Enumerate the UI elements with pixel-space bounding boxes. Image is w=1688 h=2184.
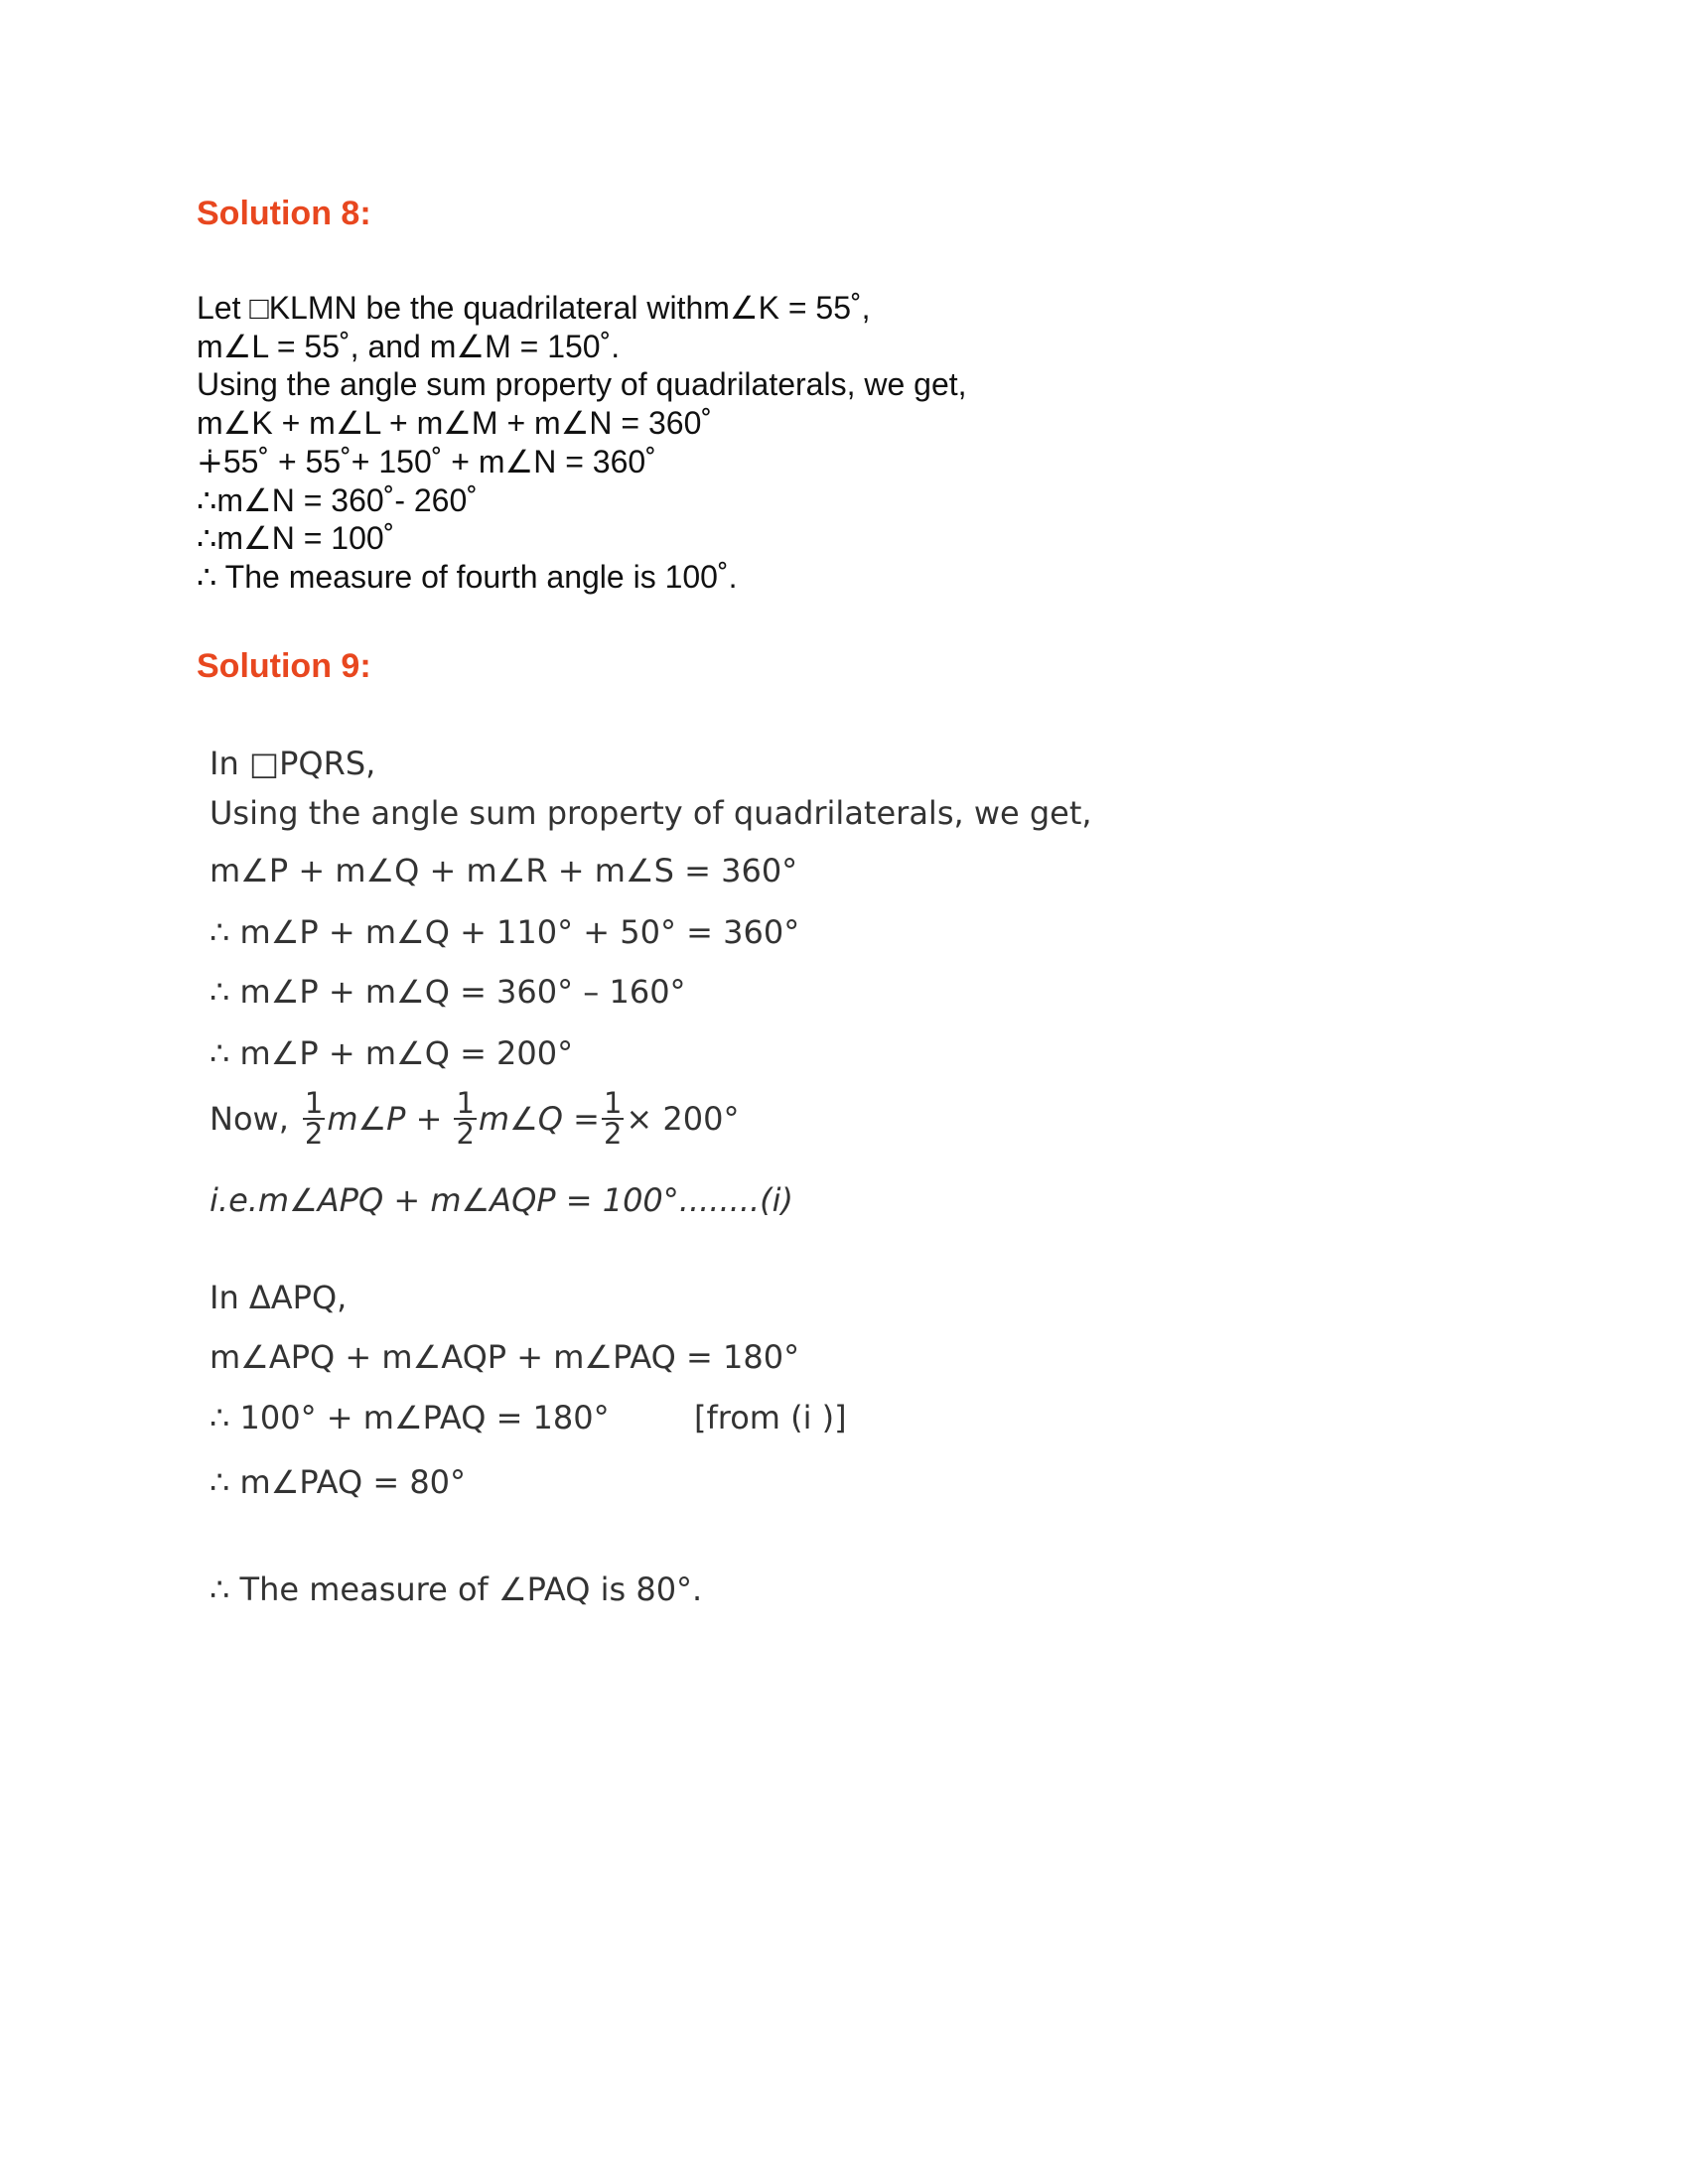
solution-8-line: ∔55˚ + 55˚+ 150˚ + m∠N = 360˚	[197, 443, 656, 479]
solution-8-line: m∠L = 55˚, and m∠M = 150˚.	[197, 328, 621, 364]
equation-line: ∴ 100° + m∠PAQ = 180°	[210, 1399, 610, 1436]
in-pqrs-line: In □PQRS,	[210, 745, 376, 782]
solution-8-line: Using the angle sum property of quadrilaterals, we get,	[197, 366, 967, 403]
solution-8-heading: Solution 8:	[197, 195, 371, 232]
solution-8-line: ∴m∠N = 100˚	[197, 520, 395, 557]
equation-line: ∴ m∠P + m∠Q = 200°	[210, 1034, 574, 1072]
solution-9-heading: Solution 9:	[197, 647, 371, 685]
half-fraction: $\frac{1}{2}$	[304, 1086, 324, 1151]
equation-line: ∴ m∠P + m∠Q = 360° – 160°	[210, 973, 686, 1011]
solution-8-line: ∴ The measure of fourth angle is 100˚.	[197, 558, 738, 595]
solution-8-line: m∠K + m∠L + m∠M + m∠N = 360˚	[197, 405, 713, 442]
solution-8-line: ∴m∠N = 360˚- 260˚	[197, 481, 478, 518]
conclusion-line: ∴ The measure of ∠PAQ is 80°.	[210, 1570, 703, 1608]
equation-line: ∴ m∠P + m∠Q + 110° + 50° = 360°	[210, 913, 800, 951]
equation-line: m∠P + m∠Q + m∠R + m∠S = 360°	[210, 852, 798, 889]
now-prefix: Now,	[210, 1100, 289, 1138]
times-200: × 200°	[626, 1100, 740, 1138]
term-2: m∠Q =	[478, 1100, 600, 1138]
term-1: m∠P +	[327, 1100, 443, 1138]
equation-line: ∴ m∠PAQ = 80°	[210, 1463, 467, 1501]
from-i-reference: [from (i )]	[694, 1399, 847, 1436]
angle-sum-line: Using the angle sum property of quadrilaterals, we get,	[210, 794, 1092, 832]
half-fraction: $\frac{1}{2}$	[456, 1086, 475, 1151]
equation-line: m∠APQ + m∠AQP + m∠PAQ = 180°	[210, 1338, 800, 1376]
in-apq-line: In ΔAPQ,	[210, 1279, 348, 1316]
solution-8-line: Let □KLMN be the quadrilateral withm∠K = 55˚,	[197, 290, 871, 326]
solution-8-body	[197, 289, 967, 597]
ie-line: i.e.m∠APQ + m∠AQP = 100°........(i)	[210, 1181, 794, 1219]
now-fraction-line	[210, 1086, 740, 1151]
half-fraction: $\frac{1}{2}$	[603, 1086, 623, 1151]
